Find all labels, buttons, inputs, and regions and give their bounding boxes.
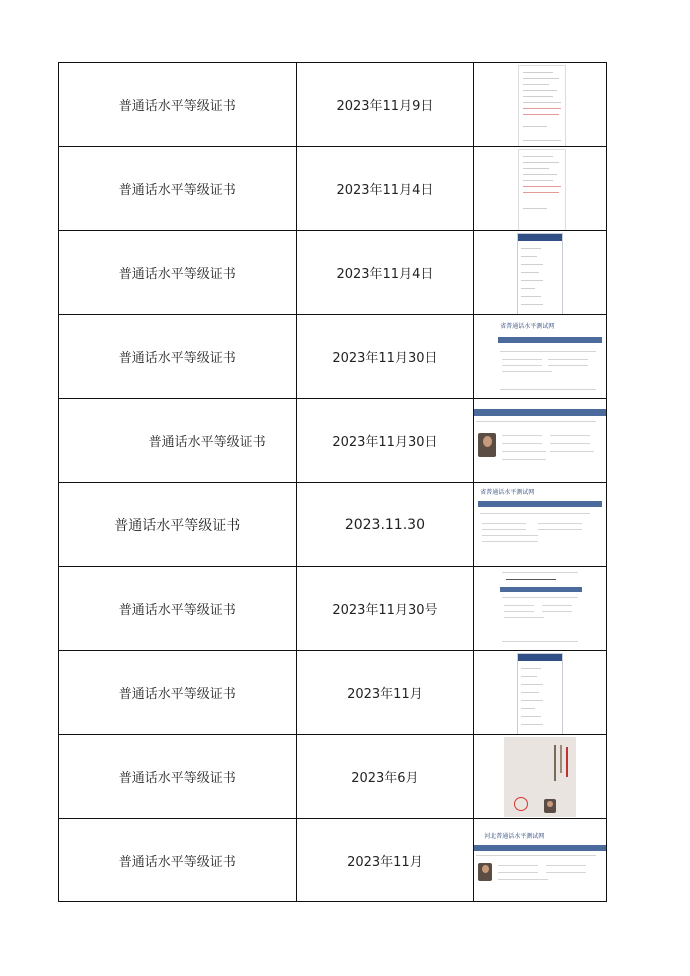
- evidence-thumbnail[interactable]: [474, 63, 607, 146]
- web-screenshot-image: [474, 409, 607, 473]
- table-row: [58, 734, 607, 818]
- certificate-name: 普通话水平等级证书: [59, 483, 297, 566]
- phone-screenshot-image: [518, 65, 566, 146]
- mobile-app-screenshot-image: [517, 653, 563, 734]
- table-row: [58, 230, 607, 314]
- certificate-name: 普通话水平等级证书: [59, 399, 297, 482]
- evidence-thumbnail[interactable]: [474, 651, 607, 734]
- evidence-thumbnail[interactable]: [474, 819, 607, 901]
- certificate-date: 2023.11.30: [297, 483, 475, 566]
- web-screenshot-image: [498, 319, 602, 395]
- certificate-name: 普通话水平等级证书: [59, 231, 297, 314]
- certificate-photo-image: [504, 737, 576, 817]
- certificate-name: 普通话水平等级证书: [59, 63, 297, 146]
- certificate-name: 普通话水平等级证书: [59, 315, 297, 398]
- certificate-date: 2023年11月9日: [297, 63, 475, 146]
- evidence-thumbnail[interactable]: [474, 231, 607, 314]
- table-row: [58, 818, 607, 902]
- evidence-thumbnail[interactable]: [474, 147, 607, 230]
- evidence-thumbnail[interactable]: [474, 315, 607, 398]
- evidence-thumbnail[interactable]: [474, 567, 607, 650]
- certificate-date: 2023年11月4日: [297, 231, 475, 314]
- table-row: [58, 398, 607, 482]
- certificate-name: 普通话水平等级证书: [59, 147, 297, 230]
- table-row: [58, 62, 607, 146]
- certificate-name: 普通话水平等级证书: [59, 819, 297, 901]
- table-row: [58, 650, 607, 734]
- web-screenshot-image: [474, 831, 607, 891]
- certificate-date: 2023年11月30日: [297, 315, 475, 398]
- person-photo: [544, 799, 556, 813]
- evidence-thumbnail[interactable]: [474, 735, 607, 818]
- certificate-date: 2023年11月: [297, 651, 475, 734]
- web-title: 省普通话水平测试网: [500, 323, 555, 330]
- certificate-name: 普通话水平等级证书: [59, 651, 297, 734]
- certificate-date: 2023年11月30日: [297, 399, 475, 482]
- red-seal-icon: [514, 797, 528, 811]
- certificate-date: 2023年6月: [297, 735, 475, 818]
- certificate-date: 2023年11月4日: [297, 147, 475, 230]
- table-row: [58, 146, 607, 230]
- person-photo: [478, 863, 492, 881]
- evidence-thumbnail[interactable]: [474, 483, 607, 566]
- phone-screenshot-image: [518, 149, 566, 230]
- certificate-table: [58, 62, 607, 902]
- table-row: [58, 314, 607, 398]
- table-row: [58, 482, 607, 566]
- web-screenshot-image: [500, 569, 582, 649]
- certificate-name: 普通话水平等级证书: [59, 567, 297, 650]
- certificate-date: 2023年11月: [297, 819, 475, 901]
- table-row: [58, 566, 607, 650]
- evidence-thumbnail[interactable]: [474, 399, 607, 482]
- certificate-name: 普通话水平等级证书: [59, 735, 297, 818]
- web-screenshot-image: [478, 485, 602, 563]
- web-title: 河北普通话水平测试网: [484, 833, 545, 840]
- web-title: 省普通话水平测试网: [480, 489, 535, 496]
- mobile-app-screenshot-image: [517, 233, 563, 314]
- certificate-date: 2023年11月30号: [297, 567, 475, 650]
- person-photo: [478, 433, 496, 457]
